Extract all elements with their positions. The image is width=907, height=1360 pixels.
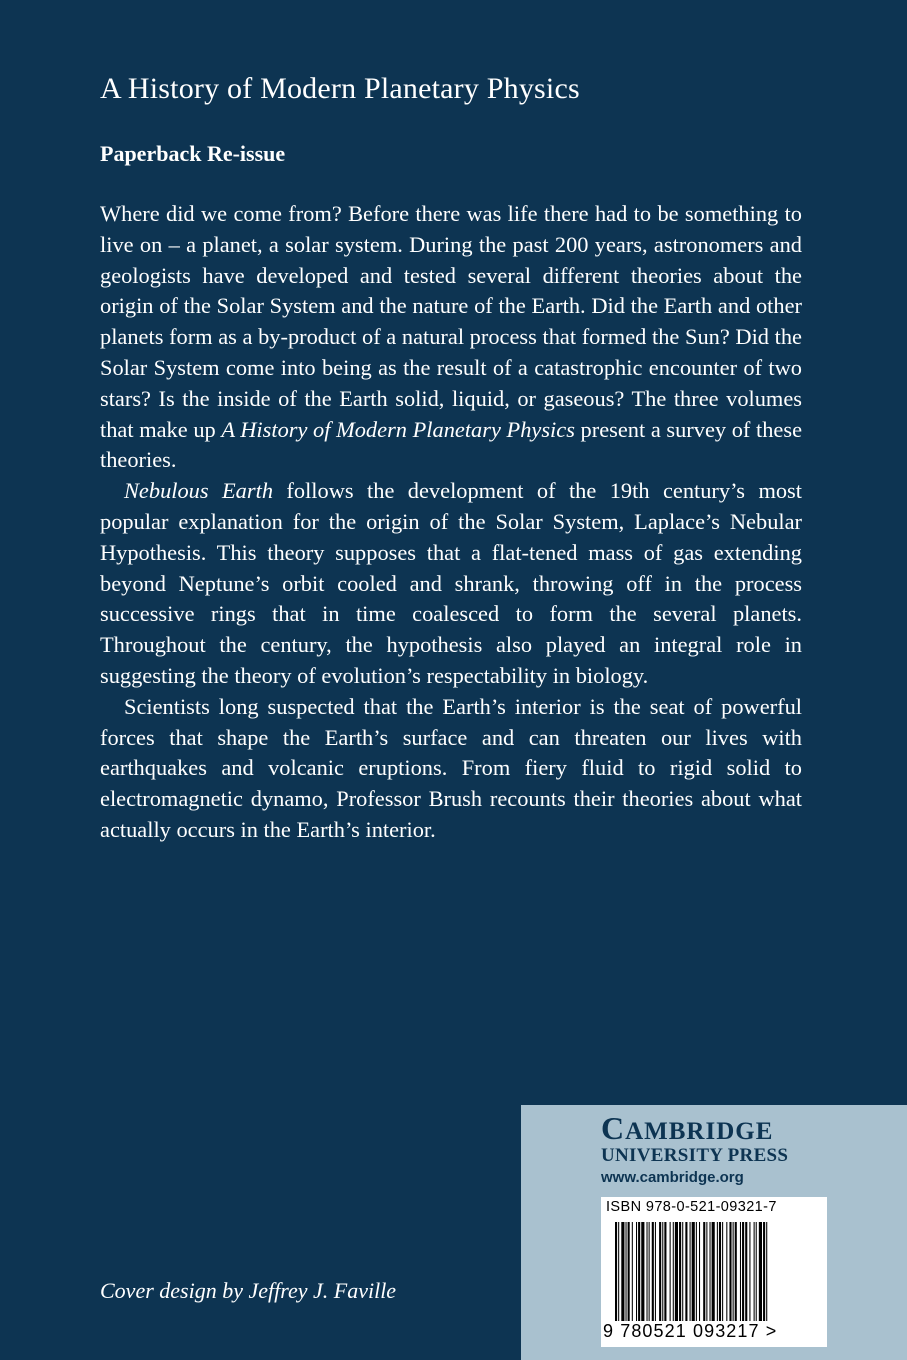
barcode-bar: [766, 1222, 767, 1334]
barcode-bar: [626, 1222, 627, 1334]
barcode-bar: [652, 1222, 654, 1334]
barcode-bar: [675, 1222, 678, 1334]
blurb-paragraph-1: Where did we come from? Before there was life there had to be something to live on – a planet, a solar system. During the past 200 years, astronomers and geologists have developed and tested several different theories about the origin of the Solar System and the nature of the Earth. Did the Earth and other planets form as a by-product of a natural process that formed the Sun? Did the Solar System come into being as the result of a catastrophic encounter of two stars? Is the inside of the Earth solid, liquid, or gaseous? The three volumes that make up A History of Modern Planetary Physics present a survey of these theories.: [100, 201, 803, 473]
barcode-bar: [763, 1222, 765, 1334]
barcode-bar: [756, 1222, 757, 1334]
isbn-label: ISBN 978-0-521-09321-7: [606, 1199, 777, 1215]
barcode-bar: [729, 1222, 731, 1334]
cover-design-credit: Cover design by Jeffrey J. Faville: [100, 1278, 397, 1303]
barcode-bar: [615, 1222, 617, 1334]
barcode-bar: [710, 1222, 711, 1334]
barcode-bar: [717, 1222, 718, 1334]
barcode-bar: [647, 1222, 648, 1334]
publisher-subname: UNIVERSITY PRESS: [601, 1145, 789, 1166]
barcode-bar: [685, 1222, 687, 1334]
publisher-name: CAMBRIDGE: [601, 1110, 774, 1146]
barcode-bar: [726, 1222, 727, 1334]
barcode-bar: [636, 1222, 637, 1334]
isbn-barcode: [601, 1197, 827, 1347]
barcode-bar: [696, 1222, 697, 1334]
barcode-bar: [706, 1222, 707, 1334]
barcode-bar: [742, 1222, 744, 1334]
barcode-bar: [733, 1222, 734, 1334]
barcode-bar: [664, 1222, 666, 1334]
barcode-bar: [673, 1222, 674, 1334]
barcode-bar: [749, 1222, 750, 1334]
barcode-bar: [679, 1222, 681, 1334]
publisher-url: www.cambridge.org: [601, 1169, 744, 1186]
blurb-text: [100, 199, 802, 846]
barcode-bar: [712, 1222, 715, 1334]
barcode-bar: [703, 1222, 705, 1334]
edition-subtitle: Paperback Re-issue: [100, 141, 286, 166]
barcode-bar: [649, 1222, 650, 1334]
barcode-bar: [740, 1222, 741, 1334]
barcode-bar: [628, 1222, 630, 1334]
barcode-bar: [690, 1222, 691, 1334]
blurb-paragraph-3: Scientists long suspected that the Earth’s interior is the seat of powerful forces that shape the Earth’s surface and can threaten our lives with earthquakes and volcanic eruptions. From fiery fluid to rigid solid to electromagnetic dynamo, Professor Brush recounts their theories about what actually occurs in the Earth’s interior.: [100, 693, 802, 842]
barcode-bar: [692, 1222, 695, 1334]
barcode-bar: [632, 1222, 633, 1334]
book-name-italic: Nebulous Earth: [124, 478, 274, 504]
barcode-bar: [754, 1222, 755, 1334]
barcode-bar: [759, 1222, 762, 1334]
barcode-bar: [662, 1222, 663, 1334]
barcode-bar: [745, 1222, 747, 1334]
barcode-bar: [719, 1222, 721, 1334]
blurb-paragraph-2: Nebulous Earth follows the development of the 19th century’s most popular explanation for the origin of the Solar System, Laplace’s Nebular Hypothesis. This theory supposes that a flat-tened mass of gas extending beyond Neptune’s orbit cooled and shrank, throwing off in the process successive rings that in time coalesced to form the several planets. Throughout the century, the hypothesis also played an integral role in suggesting the theory of evolution’s respectability in biology.: [100, 478, 802, 688]
barcode-bar: [621, 1222, 624, 1334]
barcode-bar: [659, 1222, 661, 1334]
barcode-bar: [638, 1222, 640, 1334]
barcode-bar: [699, 1222, 700, 1334]
book-title: A History of Modern Planetary Physics: [100, 72, 580, 105]
barcode-bar: [618, 1222, 619, 1334]
series-title-italic: A History of Modern Planetary Physics: [221, 416, 575, 442]
publisher-panel: [521, 1105, 907, 1360]
barcode-bar: [655, 1222, 656, 1334]
barcode-bar: [641, 1222, 644, 1334]
barcode-bar: [682, 1222, 683, 1334]
barcode-bar: [735, 1222, 737, 1334]
barcode-bars: [615, 1222, 815, 1334]
barcode-bar: [722, 1222, 723, 1334]
barcode-digits: 9 780521 093217 >: [603, 1321, 778, 1341]
barcode-bar: [670, 1222, 671, 1334]
